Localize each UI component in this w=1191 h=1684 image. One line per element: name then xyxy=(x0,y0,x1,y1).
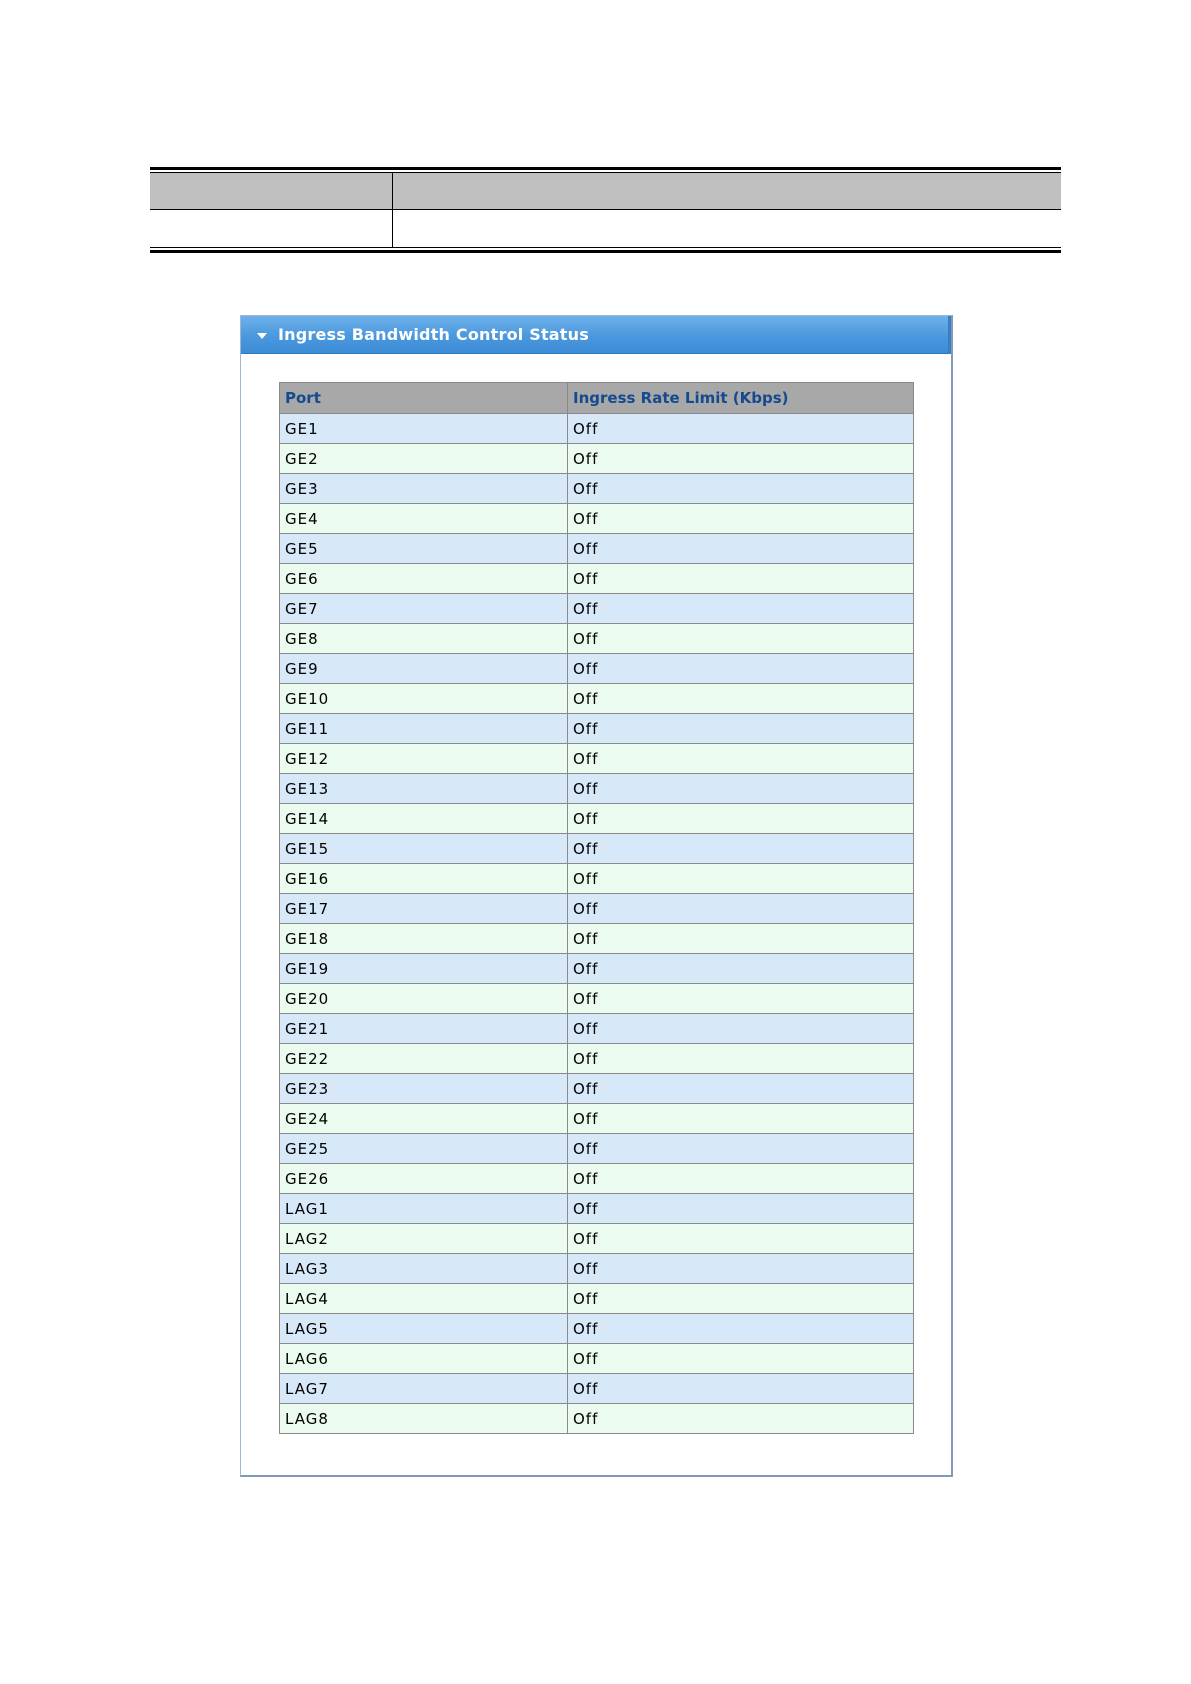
ingress-rate-limit-cell: Off xyxy=(568,684,914,714)
port-cell: GE19 xyxy=(280,954,568,984)
table-row xyxy=(280,1194,914,1224)
ingress-rate-limit-cell: Off xyxy=(568,474,914,504)
ingress-bandwidth-panel xyxy=(240,315,953,1477)
table-row xyxy=(280,1314,914,1344)
ingress-rate-limit-cell: Off xyxy=(568,414,914,444)
port-cell: GE23 xyxy=(280,1074,568,1104)
ingress-rate-limit-cell: Off xyxy=(568,564,914,594)
table-row xyxy=(280,1044,914,1074)
port-cell: LAG4 xyxy=(280,1284,568,1314)
port-cell: GE12 xyxy=(280,744,568,774)
table-row xyxy=(280,954,914,984)
ingress-rate-limit-cell: Off xyxy=(568,864,914,894)
port-cell: LAG2 xyxy=(280,1224,568,1254)
table-row xyxy=(280,564,914,594)
ingress-rate-limit-cell: Off xyxy=(568,1374,914,1404)
ingress-rate-limit-cell: Off xyxy=(568,1194,914,1224)
port-cell: LAG5 xyxy=(280,1314,568,1344)
port-cell: GE22 xyxy=(280,1044,568,1074)
table-row xyxy=(280,654,914,684)
ingress-rate-limit-cell: Off xyxy=(568,1044,914,1074)
table-row xyxy=(280,744,914,774)
port-cell: GE13 xyxy=(280,774,568,804)
table-row xyxy=(280,594,914,624)
ingress-rate-limit-cell: Off xyxy=(568,1284,914,1314)
table-row xyxy=(280,1344,914,1374)
ingress-rate-limit-cell: Off xyxy=(568,1104,914,1134)
table-row xyxy=(280,1224,914,1254)
ingress-rate-limit-cell: Off xyxy=(568,594,914,624)
table-row xyxy=(280,1104,914,1134)
port-cell: GE1 xyxy=(280,414,568,444)
port-cell: LAG1 xyxy=(280,1194,568,1224)
port-cell: GE6 xyxy=(280,564,568,594)
ingress-rate-limit-cell: Off xyxy=(568,1404,914,1434)
port-cell: GE25 xyxy=(280,1134,568,1164)
table-row xyxy=(280,1284,914,1314)
panel-title: Ingress Bandwidth Control Status xyxy=(278,325,589,344)
caret-down-icon[interactable] xyxy=(257,333,267,339)
column-header-ingress-rate-limit: Ingress Rate Limit (Kbps) xyxy=(568,383,914,414)
ingress-rate-limit-cell: Off xyxy=(568,1254,914,1284)
port-cell: GE11 xyxy=(280,714,568,744)
table-header-row xyxy=(280,383,914,414)
table-row xyxy=(280,534,914,564)
table-row xyxy=(280,984,914,1014)
port-cell: LAG8 xyxy=(280,1404,568,1434)
ingress-rate-limit-cell: Off xyxy=(568,714,914,744)
port-cell: LAG6 xyxy=(280,1344,568,1374)
ingress-rate-limit-cell: Off xyxy=(568,924,914,954)
table-row xyxy=(280,444,914,474)
ingress-rate-limit-cell: Off xyxy=(568,624,914,654)
port-cell: GE26 xyxy=(280,1164,568,1194)
port-cell: LAG3 xyxy=(280,1254,568,1284)
port-cell: GE15 xyxy=(280,834,568,864)
ingress-rate-limit-cell: Off xyxy=(568,954,914,984)
doc-table-column-divider xyxy=(392,173,393,247)
column-header-port: Port xyxy=(280,383,568,414)
table-row xyxy=(280,504,914,534)
ingress-rate-limit-cell: Off xyxy=(568,804,914,834)
port-cell: GE17 xyxy=(280,894,568,924)
table-row xyxy=(280,804,914,834)
ingress-rate-limit-cell: Off xyxy=(568,744,914,774)
port-cell: GE2 xyxy=(280,444,568,474)
table-row xyxy=(280,774,914,804)
ingress-rate-limit-cell: Off xyxy=(568,984,914,1014)
ingress-rate-limit-cell: Off xyxy=(568,504,914,534)
table-row xyxy=(280,714,914,744)
ingress-rate-limit-cell: Off xyxy=(568,444,914,474)
ingress-rate-limit-cell: Off xyxy=(568,774,914,804)
ingress-rate-limit-cell: Off xyxy=(568,894,914,924)
table-row xyxy=(280,834,914,864)
doc-table-bottom-rule-thin xyxy=(150,247,1061,248)
table-row xyxy=(280,894,914,924)
port-cell: GE9 xyxy=(280,654,568,684)
panel-header-edge xyxy=(948,316,951,354)
port-cell: GE7 xyxy=(280,594,568,624)
ingress-rate-limit-cell: Off xyxy=(568,1134,914,1164)
port-cell: GE10 xyxy=(280,684,568,714)
ingress-rate-limit-cell: Off xyxy=(568,1314,914,1344)
table-row xyxy=(280,474,914,504)
table-row xyxy=(280,1404,914,1434)
ingress-rate-limit-cell: Off xyxy=(568,834,914,864)
port-cell: GE18 xyxy=(280,924,568,954)
table-row xyxy=(280,1014,914,1044)
ingress-rate-limit-cell: Off xyxy=(568,1344,914,1374)
ingress-rate-limit-cell: Off xyxy=(568,1074,914,1104)
doc-table-bottom-rule xyxy=(150,250,1061,253)
port-cell: LAG7 xyxy=(280,1374,568,1404)
doc-table-header-row xyxy=(150,173,1061,210)
port-cell: GE14 xyxy=(280,804,568,834)
port-cell: GE4 xyxy=(280,504,568,534)
ingress-rate-limit-cell: Off xyxy=(568,654,914,684)
table-row xyxy=(280,864,914,894)
port-cell: GE16 xyxy=(280,864,568,894)
table-row xyxy=(280,1074,914,1104)
port-cell: GE20 xyxy=(280,984,568,1014)
table-row xyxy=(280,684,914,714)
ingress-rate-limit-cell: Off xyxy=(568,1224,914,1254)
panel-header[interactable] xyxy=(241,316,951,354)
port-cell: GE21 xyxy=(280,1014,568,1044)
port-cell: GE8 xyxy=(280,624,568,654)
table-row xyxy=(280,1254,914,1284)
ingress-rate-limit-cell: Off xyxy=(568,1164,914,1194)
port-cell: GE5 xyxy=(280,534,568,564)
table-row xyxy=(280,624,914,654)
table-row xyxy=(280,924,914,954)
table-row xyxy=(280,414,914,444)
port-cell: GE3 xyxy=(280,474,568,504)
table-row xyxy=(280,1134,914,1164)
port-cell: GE24 xyxy=(280,1104,568,1134)
doc-table-top-rule xyxy=(150,167,1061,170)
table-row xyxy=(280,1374,914,1404)
ingress-rate-limit-cell: Off xyxy=(568,534,914,564)
table-body xyxy=(280,414,914,1434)
table-row xyxy=(280,1164,914,1194)
ingress-status-table xyxy=(279,382,914,1434)
ingress-rate-limit-cell: Off xyxy=(568,1014,914,1044)
doc-table-body-row xyxy=(150,210,1061,247)
